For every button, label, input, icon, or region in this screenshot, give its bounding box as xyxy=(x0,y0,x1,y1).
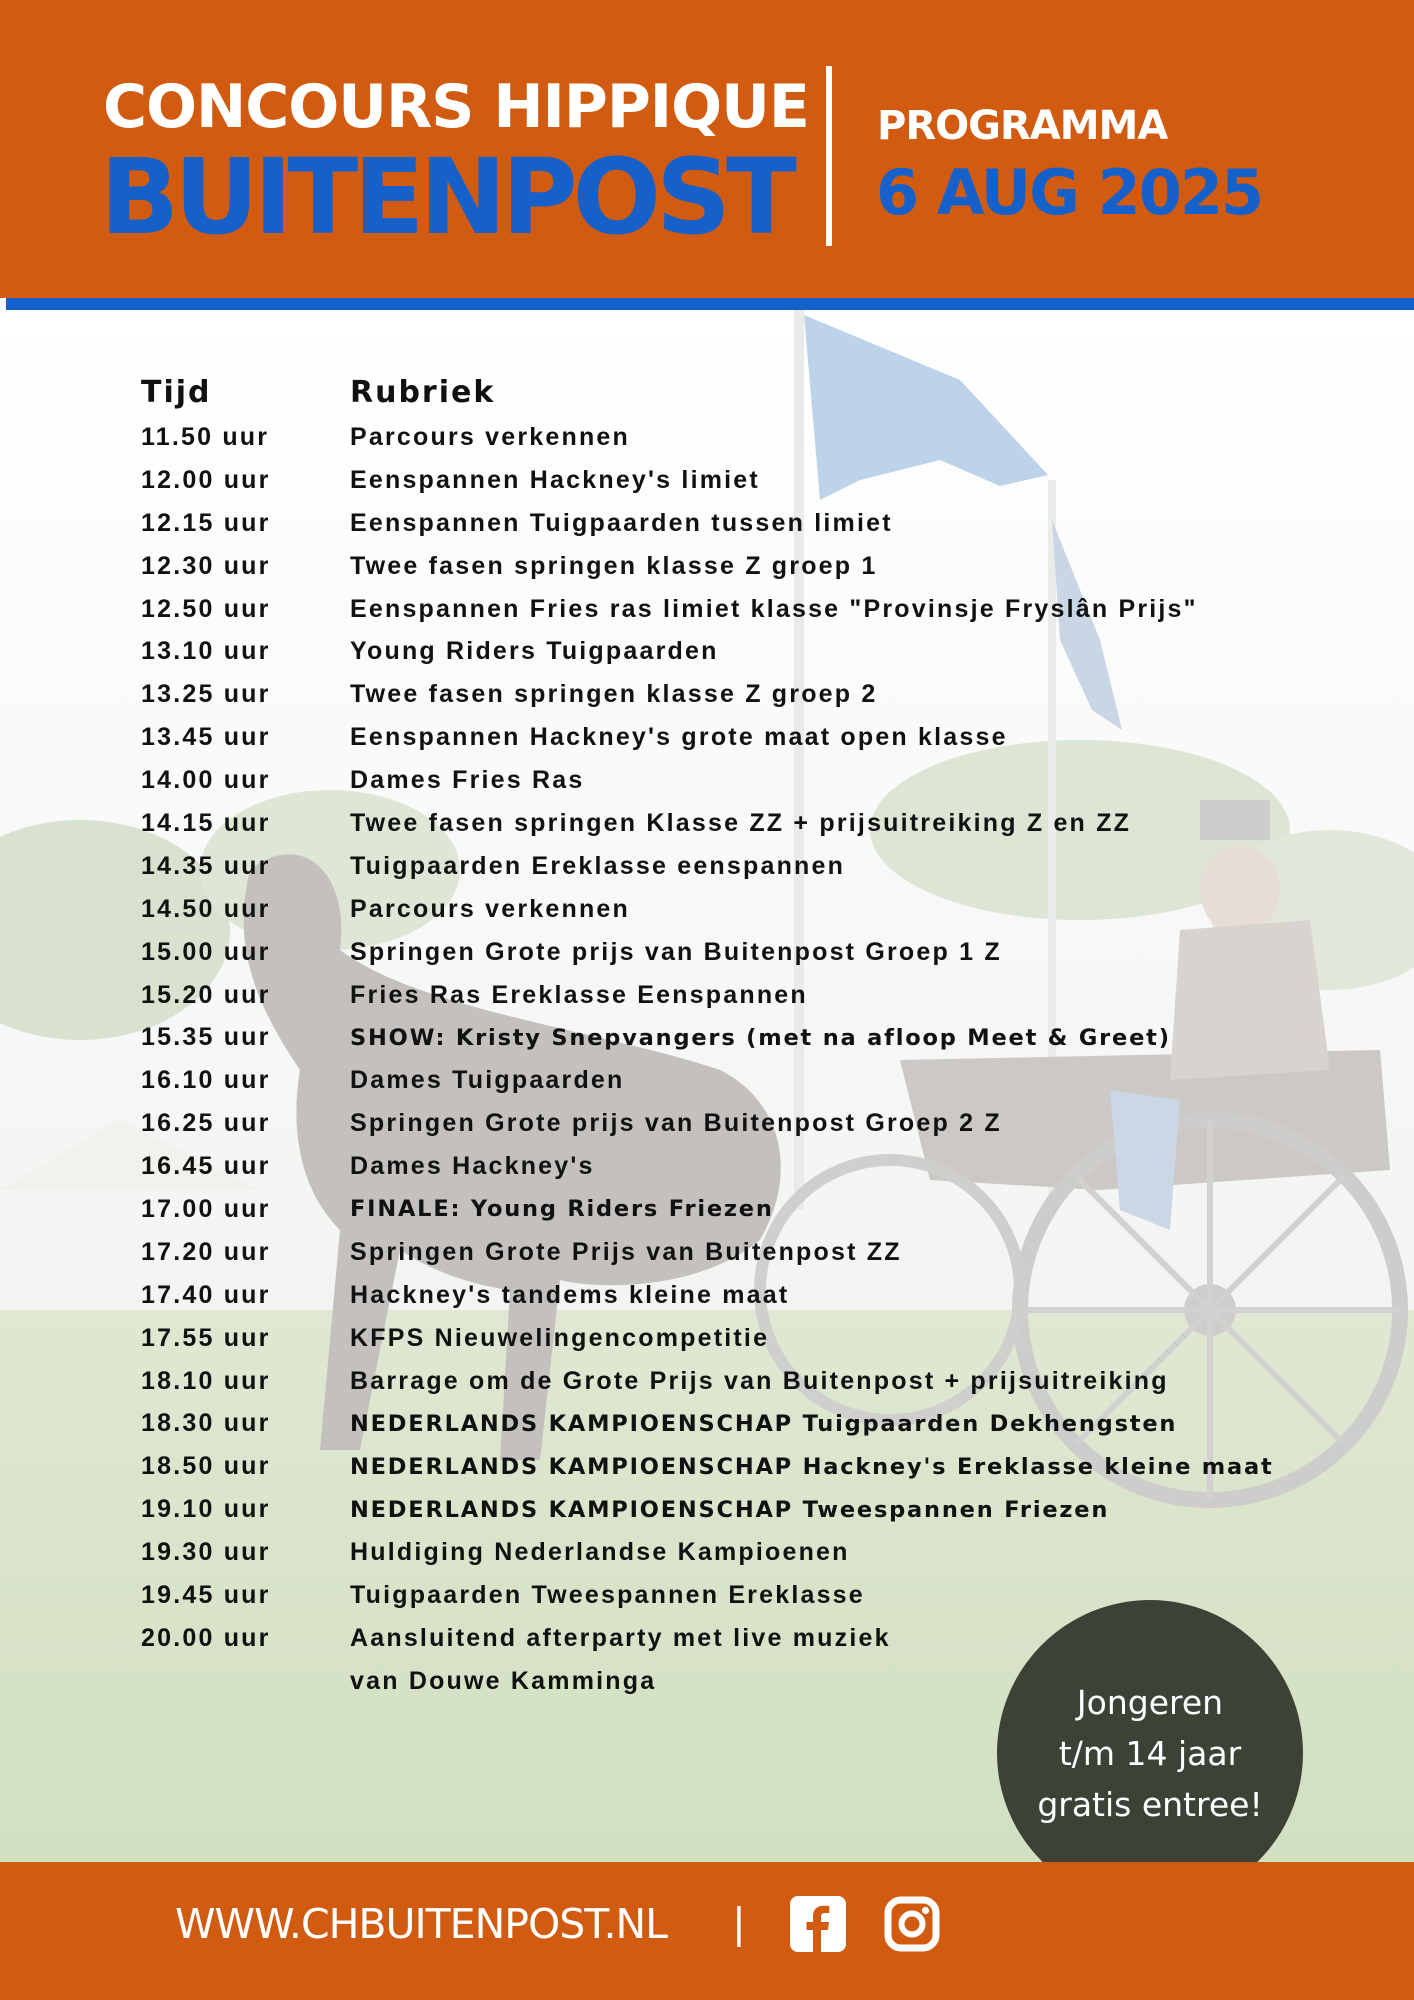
schedule-time: 13.25 uur xyxy=(141,680,271,709)
schedule-row xyxy=(141,845,1381,888)
instagram-icon[interactable] xyxy=(884,1896,940,1952)
schedule-event: Eenspannen Hackney's grote maat open klasse xyxy=(350,723,1008,752)
schedule-time: 18.10 uur xyxy=(141,1366,271,1395)
column-header-time: Tijd xyxy=(141,374,212,410)
schedule-row xyxy=(141,1402,1381,1445)
schedule-row xyxy=(141,673,1381,716)
schedule-row xyxy=(141,716,1381,759)
schedule-time: 14.50 uur xyxy=(141,894,271,923)
schedule-time: 16.45 uur xyxy=(141,1152,271,1181)
schedule-event: SHOW: Kristy Snepvangers (met na afloop Meet & Greet) xyxy=(350,1024,1171,1051)
schedule-time: 15.35 uur xyxy=(141,1023,271,1052)
schedule-event: Springen Grote prijs van Buitenpost Groep 2 Z xyxy=(350,1109,1002,1138)
schedule-event: Twee fasen springen klasse Z groep 2 xyxy=(350,680,878,709)
schedule-event: FINALE: Young Riders Friezen xyxy=(350,1196,774,1223)
schedule-row xyxy=(141,459,1381,502)
schedule-row xyxy=(141,1188,1381,1231)
schedule-event: Springen Grote prijs van Buitenpost Groep 1 Z xyxy=(350,937,1002,966)
schedule-time: 13.45 uur xyxy=(141,723,271,752)
schedule-time: 11.50 uur xyxy=(141,422,270,451)
schedule-time: 19.30 uur xyxy=(141,1538,271,1567)
schedule-time: 12.15 uur xyxy=(141,508,271,537)
schedule-row xyxy=(141,802,1381,845)
schedule-event: Twee fasen springen Klasse ZZ + prijsuitreiking Z en ZZ xyxy=(350,808,1132,837)
schedule-event: Aansluitend afterparty met live muziek xyxy=(350,1623,891,1652)
event-title-top: CONCOURS HIPPIQUE xyxy=(103,72,809,142)
schedule-time: 19.45 uur xyxy=(141,1580,271,1609)
schedule-event: NEDERLANDS KAMPIOENSCHAP Tuigpaarden Dekhengsten xyxy=(350,1410,1178,1437)
schedule-row xyxy=(141,1059,1381,1102)
schedule-row xyxy=(141,416,1381,459)
event-date: 6 AUG 2025 xyxy=(876,156,1263,229)
schedule-row xyxy=(141,1531,1381,1574)
schedule-row xyxy=(141,502,1381,545)
schedule-event: Springen Grote Prijs van Buitenpost ZZ xyxy=(350,1237,902,1266)
schedule-time: 17.00 uur xyxy=(141,1194,271,1223)
schedule-time: 17.40 uur xyxy=(141,1280,271,1309)
website-link[interactable]: WWW.CHBUITENPOST.NL xyxy=(175,1900,667,1948)
footer-separator: | xyxy=(732,1899,746,1947)
youth-free-entry-badge xyxy=(997,1600,1303,1906)
schedule-row xyxy=(141,931,1381,974)
badge-line: gratis entree! xyxy=(1037,1784,1263,1824)
badge-line: t/m 14 jaar xyxy=(1058,1733,1242,1773)
schedule-time: 16.10 uur xyxy=(141,1066,271,1095)
schedule-rows xyxy=(141,416,1381,1703)
schedule-time: 12.50 uur xyxy=(141,594,271,623)
schedule-row xyxy=(141,1016,1381,1059)
schedule-event: Hackney's tandems kleine maat xyxy=(350,1280,790,1309)
schedule-row xyxy=(141,974,1381,1017)
schedule-header xyxy=(141,368,1381,416)
header-blue-stripe xyxy=(6,298,1414,310)
schedule-event: NEDERLANDS KAMPIOENSCHAP Tweespannen Friezen xyxy=(350,1496,1110,1523)
schedule-time: 19.10 uur xyxy=(141,1495,271,1524)
schedule-time: 13.10 uur xyxy=(141,637,271,666)
schedule-event: NEDERLANDS KAMPIOENSCHAP Hackney's Ereklasse kleine maat xyxy=(350,1453,1274,1480)
schedule-row xyxy=(141,1274,1381,1317)
schedule-time: 15.20 uur xyxy=(141,980,271,1009)
schedule-row xyxy=(141,1445,1381,1488)
program-schedule xyxy=(141,368,1381,1703)
schedule-time: 14.35 uur xyxy=(141,851,271,880)
schedule-row xyxy=(141,1231,1381,1274)
schedule-row xyxy=(141,630,1381,673)
schedule-time: 17.55 uur xyxy=(141,1323,271,1352)
schedule-event: Dames Tuigpaarden xyxy=(350,1066,625,1095)
schedule-time: 15.00 uur xyxy=(141,937,271,966)
header-divider xyxy=(826,66,832,246)
schedule-event: Eenspannen Tuigpaarden tussen limiet xyxy=(350,508,893,537)
schedule-event: Dames Fries Ras xyxy=(350,766,585,795)
schedule-event: Young Riders Tuigpaarden xyxy=(350,637,719,666)
schedule-event: Parcours verkennen xyxy=(350,894,630,923)
schedule-row xyxy=(141,1145,1381,1188)
schedule-time: 12.00 uur xyxy=(141,465,271,494)
schedule-event: Huldiging Nederlandse Kampioenen xyxy=(350,1538,850,1567)
schedule-event: Fries Ras Ereklasse Eenspannen xyxy=(350,980,808,1009)
schedule-time: 18.30 uur xyxy=(141,1409,271,1438)
schedule-row xyxy=(141,545,1381,588)
schedule-event: Tuigpaarden Tweespannen Ereklasse xyxy=(350,1580,865,1609)
schedule-time: 17.20 uur xyxy=(141,1237,271,1266)
schedule-time: 12.30 uur xyxy=(141,551,271,580)
schedule-time: 16.25 uur xyxy=(141,1109,271,1138)
schedule-time: 20.00 uur xyxy=(141,1623,271,1652)
program-label: PROGRAMMA xyxy=(877,103,1168,149)
schedule-event: Barrage om de Grote Prijs van Buitenpost + prijsuitreiking xyxy=(350,1366,1169,1395)
facebook-icon[interactable] xyxy=(790,1896,846,1952)
schedule-event: van Douwe Kamminga xyxy=(350,1666,657,1695)
schedule-row xyxy=(141,759,1381,802)
schedule-event: Parcours verkennen xyxy=(350,422,630,451)
schedule-time: 14.00 uur xyxy=(141,766,271,795)
event-title-main: BUITENPOST xyxy=(100,136,792,258)
column-header-event: Rubriek xyxy=(350,374,496,410)
schedule-row xyxy=(141,1360,1381,1403)
schedule-row xyxy=(141,1102,1381,1145)
schedule-event: KFPS Nieuwelingencompetitie xyxy=(350,1323,770,1352)
schedule-event: Tuigpaarden Ereklasse eenspannen xyxy=(350,851,846,880)
schedule-row xyxy=(141,588,1381,631)
schedule-row xyxy=(141,1317,1381,1360)
schedule-row xyxy=(141,888,1381,931)
schedule-time: 18.50 uur xyxy=(141,1452,271,1481)
schedule-time: 14.15 uur xyxy=(141,808,271,837)
schedule-row xyxy=(141,1488,1381,1531)
schedule-event: Eenspannen Fries ras limiet klasse "Provinsje Fryslân Prijs" xyxy=(350,594,1198,623)
schedule-event: Dames Hackney's xyxy=(350,1152,595,1181)
badge-line: Jongeren xyxy=(1076,1682,1224,1722)
schedule-event: Twee fasen springen klasse Z groep 1 xyxy=(350,551,878,580)
schedule-event: Eenspannen Hackney's limiet xyxy=(350,465,760,494)
